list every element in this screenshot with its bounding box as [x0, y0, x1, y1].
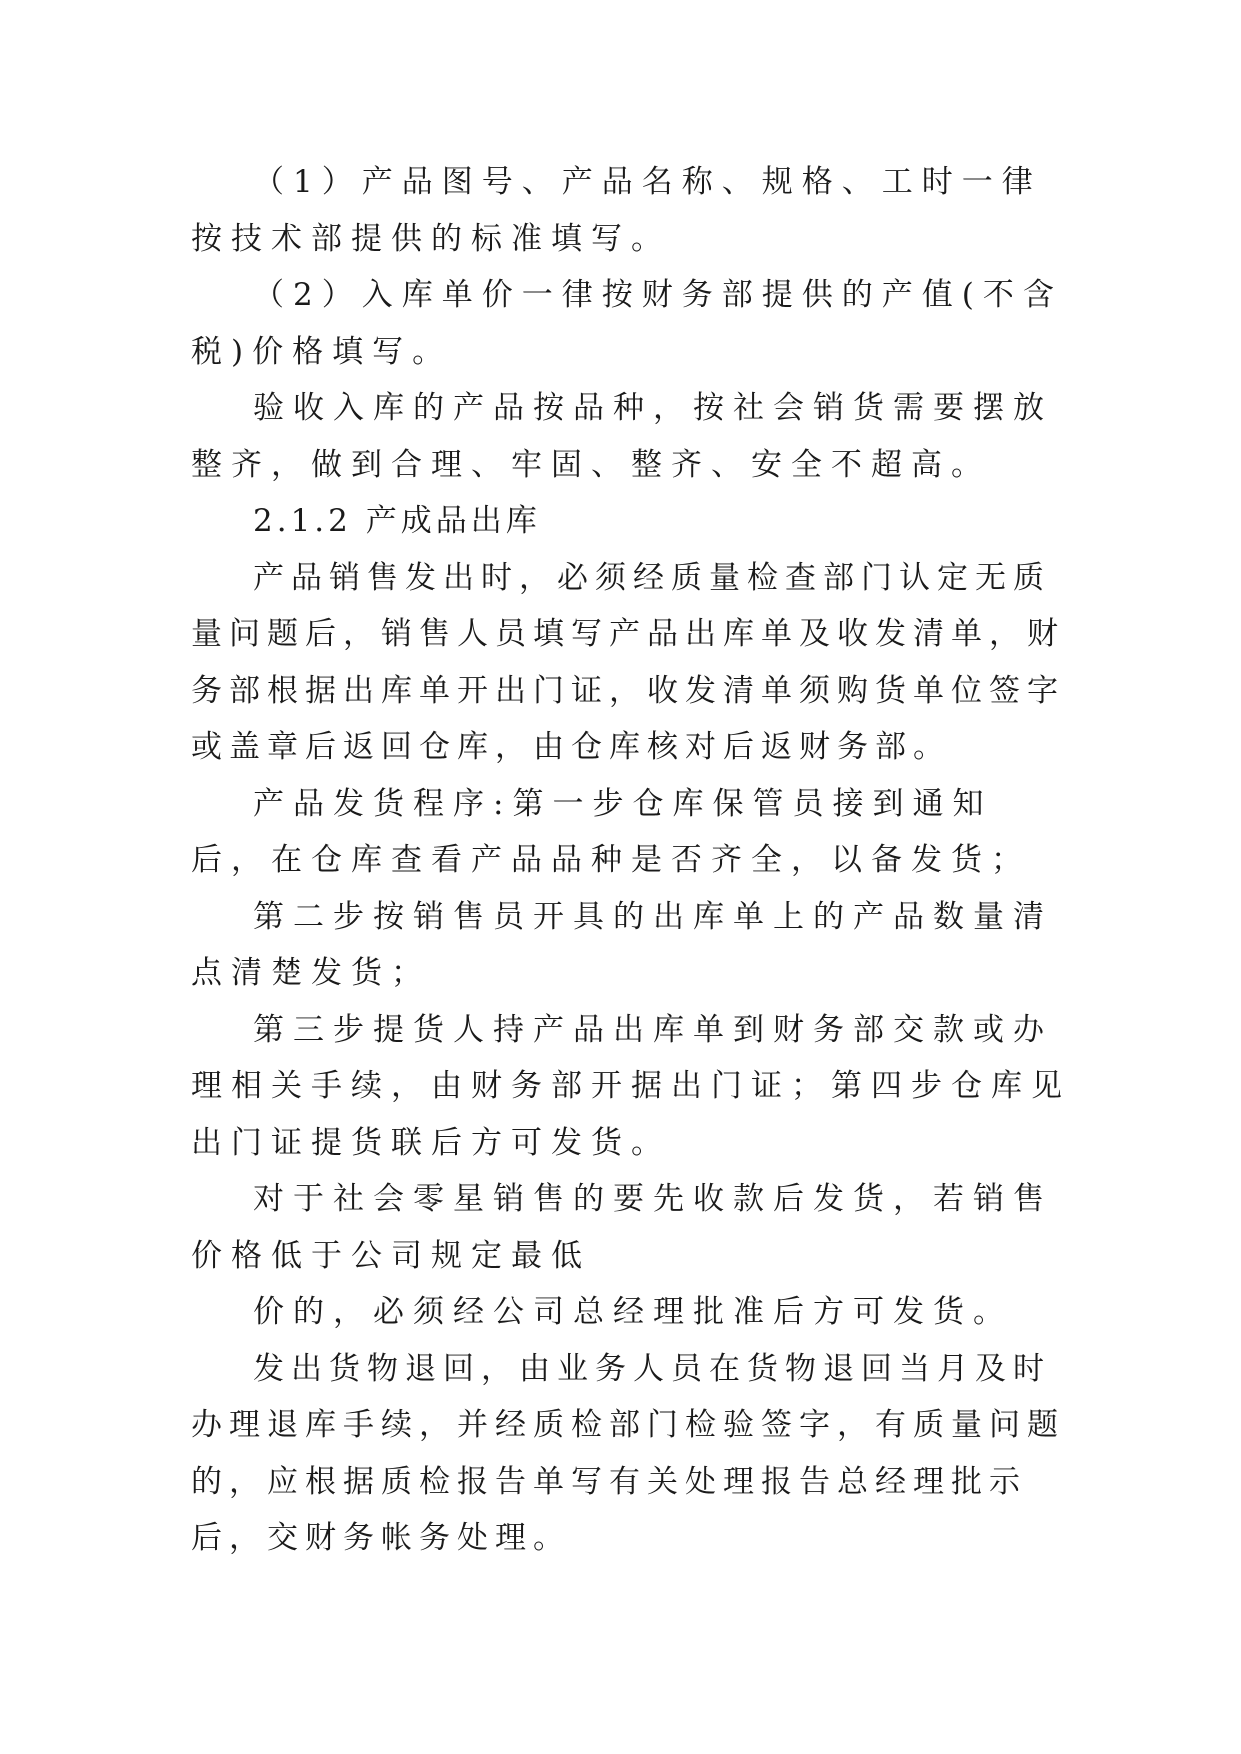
- paragraph-returns: 发出货物退回，由业务人员在货物退回当月及时办理退库手续，并经质检部门检验签字，有质量问题的，应根据质检报告单写有关处理报告总经理批示后，交财务帐务处理。: [191, 1350, 1065, 1556]
- paragraph-shipping-step-1: 产品发货程序:第一步仓库保管员接到通知后，在仓库查看产品品种是否齐全，以备发货；: [191, 785, 1031, 878]
- paragraph-storage-arrangement: 验收入库的产品按品种，按社会销货需要摆放整齐，做到合理、牢固、整齐、安全不超高。: [191, 390, 1053, 483]
- paragraph-sales-outbound: 产品销售发出时，必须经质量检查部门认定无质量问题后，销售人员填写产品出库单及收发清单，财务部根据出库单开出门证，收发清单须购货单位签字或盖章后返回仓库，由仓库核对后返财务部。: [191, 559, 1065, 765]
- paragraph-retail-sales-continued: 价的，必须经公司总经理批准后方可发货。: [253, 1294, 1013, 1330]
- paragraph-retail-sales: 对于社会零星销售的要先收款后发货，若销售价格低于公司规定最低: [191, 1181, 1053, 1274]
- section-heading-2-1-2: 2.1.2 产成品出库: [253, 503, 541, 539]
- paragraph-item-2: （2）入库单价一律按财务部提供的产值(不含税)价格填写。: [191, 277, 1063, 370]
- paragraph-shipping-step-3-4: 第三步提货人持产品出库单到财务部交款或办理相关手续，由财务部开据出门证；第四步仓库见出门证提货联后方可发货。: [191, 1011, 1071, 1161]
- paragraph-item-1: （1）产品图号、产品名称、规格、工时一律按技术部提供的标准填写。: [191, 164, 1042, 257]
- document-body: [191, 154, 1071, 1567]
- paragraph-shipping-step-2: 第二步按销售员开具的出库单上的产品数量清点清楚发货；: [191, 898, 1053, 991]
